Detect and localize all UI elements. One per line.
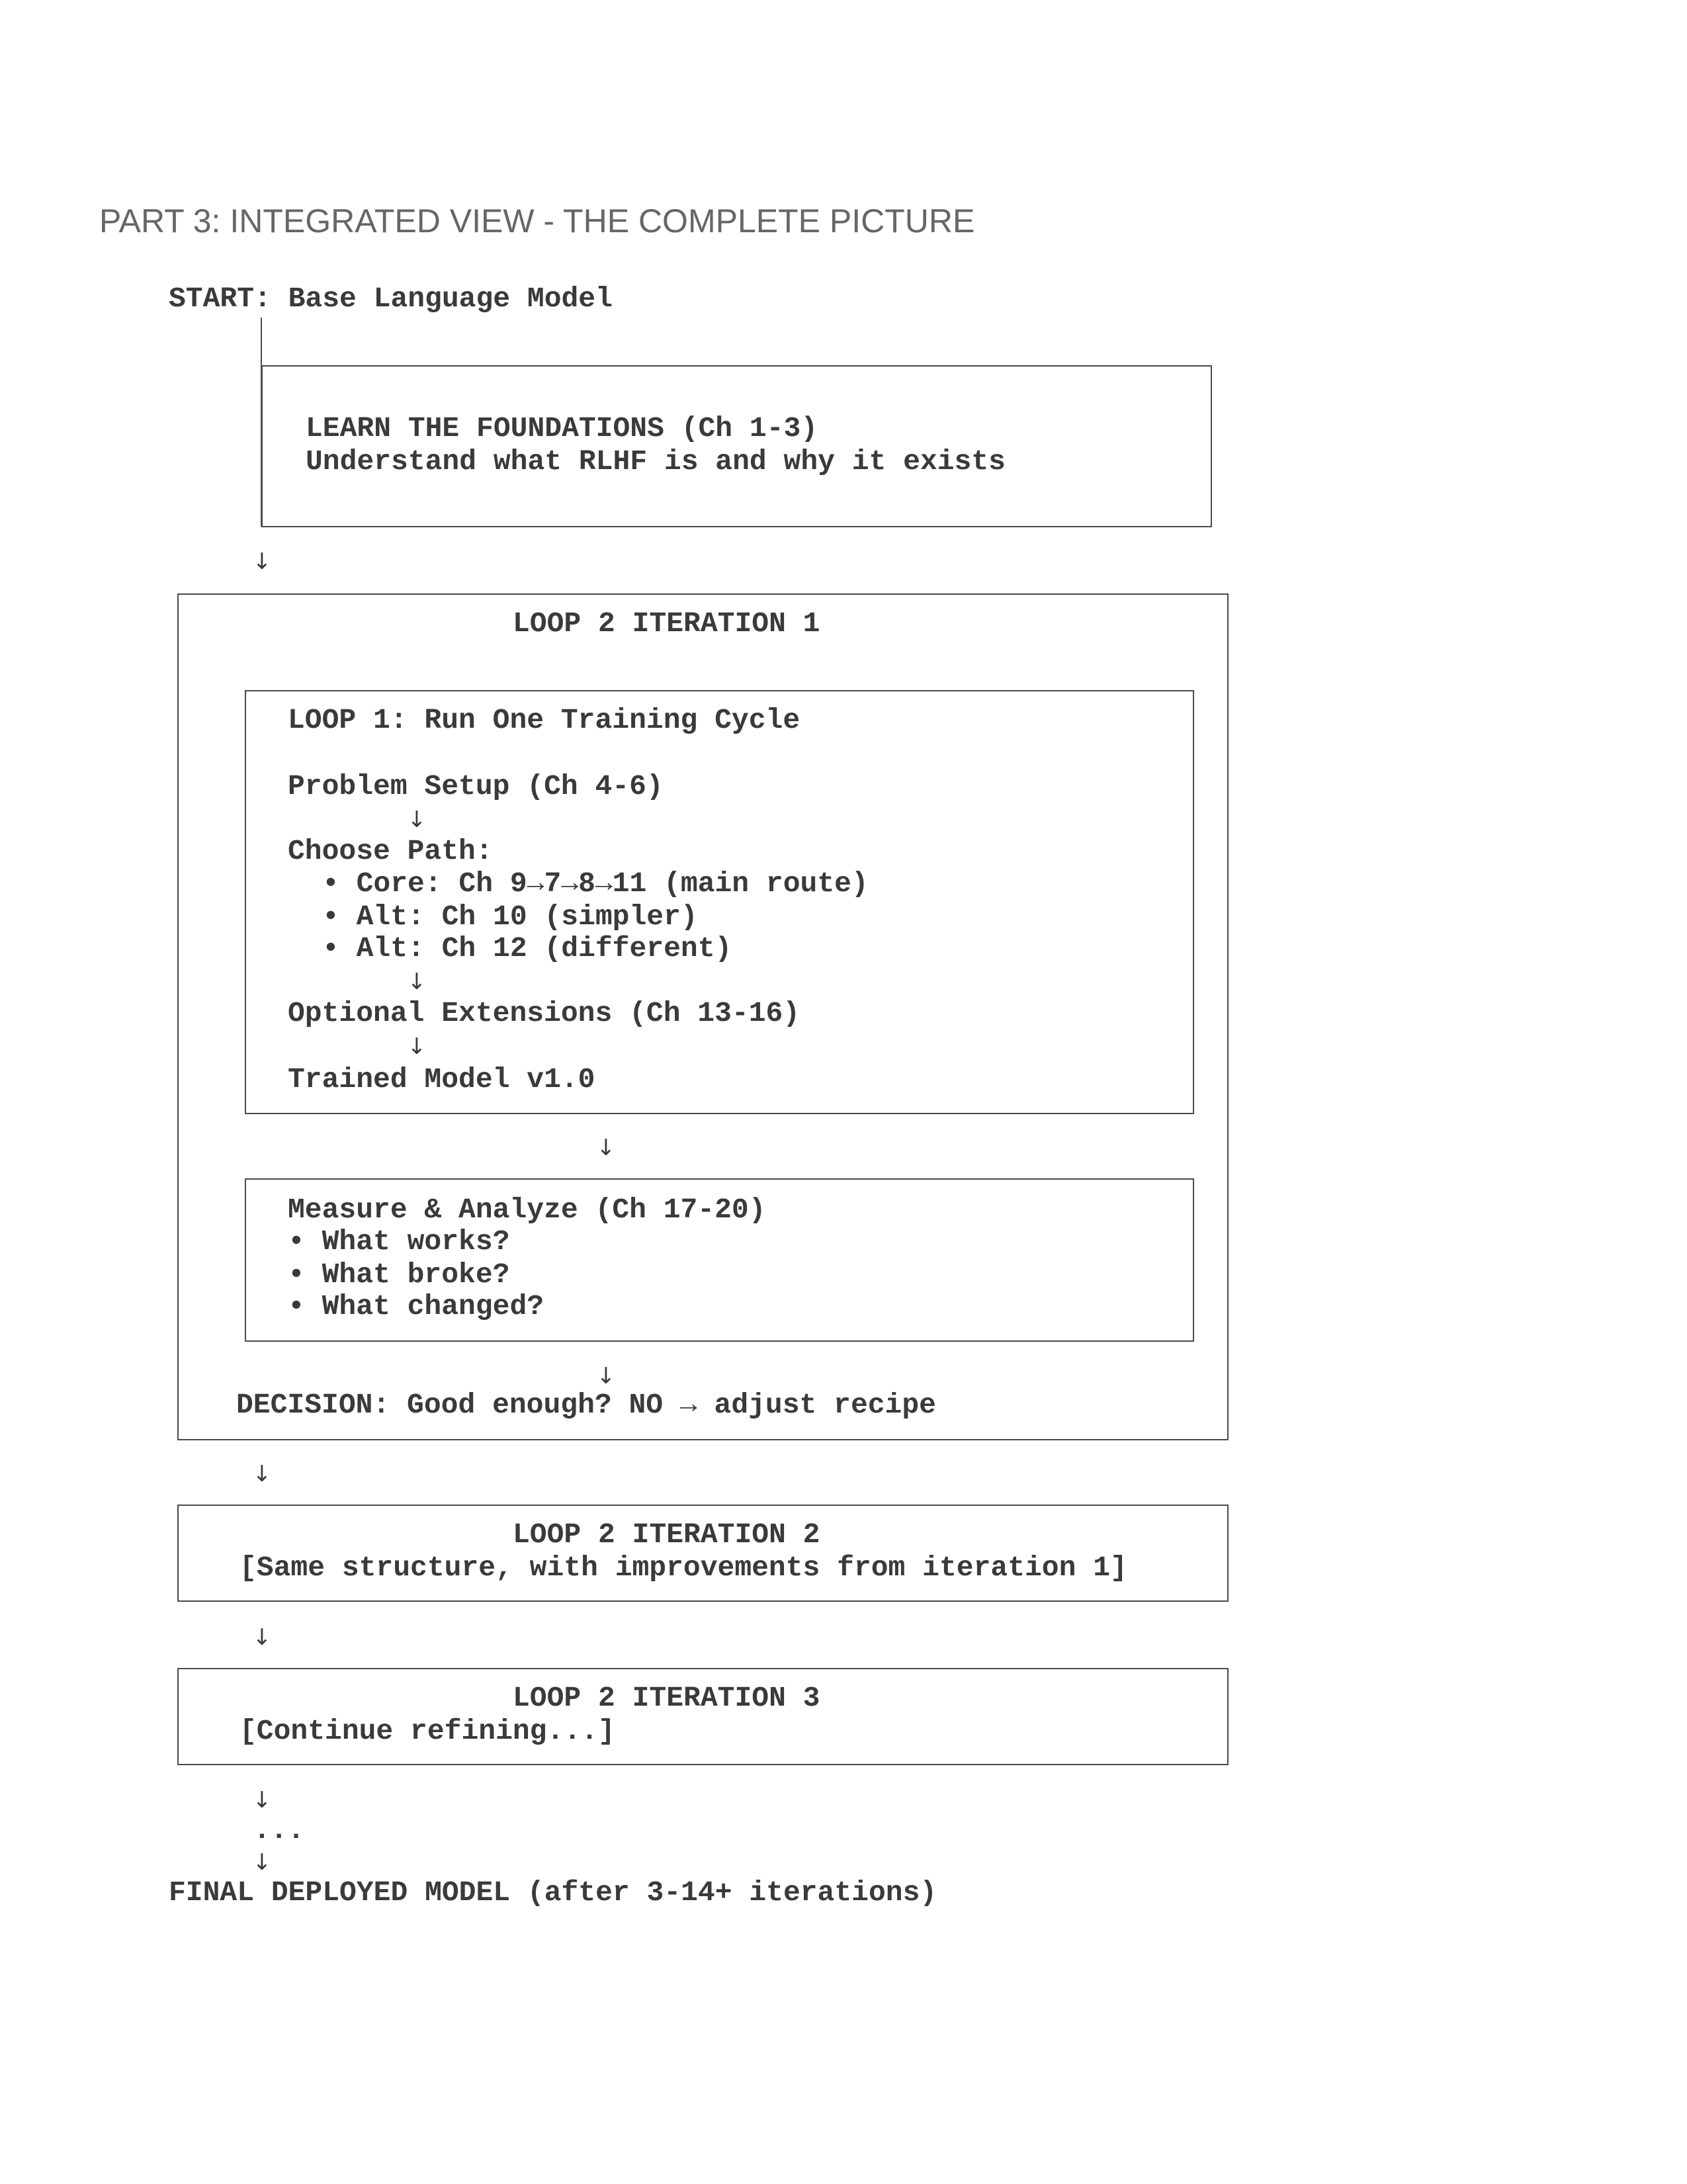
iteration3-heading: LOOP 2 ITERATION 3 (513, 1682, 820, 1714)
question-changed: • What changed? (288, 1290, 544, 1323)
page-title: PART 3: INTEGRATED VIEW - THE COMPLETE PICTURE (99, 202, 975, 240)
question-broke: • What broke? (288, 1258, 510, 1291)
path-alt-different: • Alt: Ch 12 (different) (322, 932, 732, 965)
measure-heading: Measure & Analyze (Ch 17-20) (288, 1194, 766, 1226)
loop1-heading: LOOP 1: Run One Training Cycle (288, 704, 800, 736)
arrow-down-icon: ↓ (407, 1033, 427, 1060)
start-node: START: Base Language Model (169, 283, 613, 315)
arrow-down-icon: ↓ (596, 1363, 616, 1389)
arrow-down-icon: ↓ (252, 1461, 272, 1487)
arrow-down-icon: ↓ (407, 969, 427, 995)
problem-setup: Problem Setup (Ch 4-6) (288, 770, 664, 803)
arrow-down-icon: ↓ (407, 807, 427, 833)
iteration1-heading: LOOP 2 ITERATION 1 (513, 607, 820, 640)
trained-model: Trained Model v1.0 (288, 1063, 595, 1096)
arrow-down-icon: ↓ (252, 1624, 272, 1651)
question-works: • What works? (288, 1225, 510, 1258)
choose-path: Choose Path: (288, 835, 493, 867)
foundations-subtitle: Understand what RLHF is and why it exists (306, 445, 1006, 478)
path-alt-simpler: • Alt: Ch 10 (simpler) (322, 900, 698, 933)
final-node: FINAL DEPLOYED MODEL (after 3-14+ iterations) (169, 1876, 937, 1909)
iteration2-heading: LOOP 2 ITERATION 2 (513, 1518, 820, 1551)
path-core: • Core: Ch 9→7→8→11 (main route) (322, 867, 869, 900)
iteration2-note: [Same structure, with improvements from iteration 1] (239, 1551, 1127, 1584)
optional-extensions: Optional Extensions (Ch 13-16) (288, 997, 800, 1029)
arrow-down-icon: ↓ (252, 1787, 272, 1813)
ellipsis: ... (253, 1814, 305, 1847)
arrow-down-icon: ↓ (596, 1135, 616, 1161)
foundations-heading: LEARN THE FOUNDATIONS (Ch 1-3) (306, 412, 818, 445)
arrow-down-icon: ↓ (252, 548, 272, 575)
arrow-down-icon: ↓ (252, 1849, 272, 1876)
iteration3-note: [Continue refining...] (239, 1715, 615, 1747)
decision: DECISION: Good enough? NO → adjust recipe (236, 1389, 936, 1421)
